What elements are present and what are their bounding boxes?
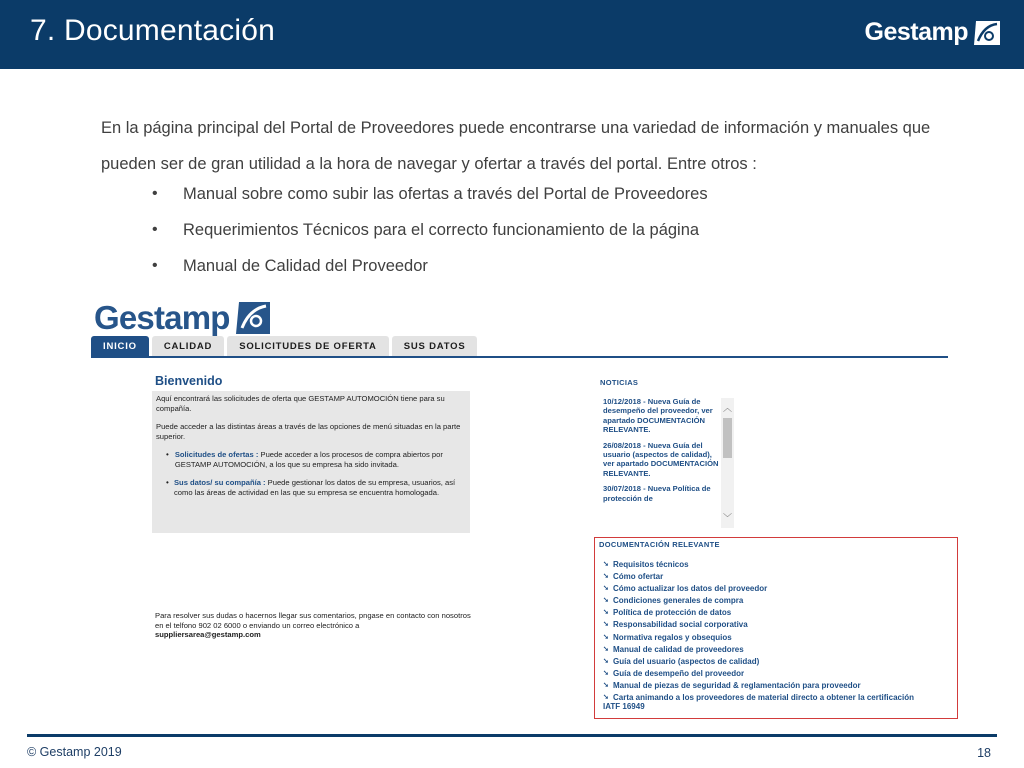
doc-link-label: Manual de calidad de proveedores	[613, 644, 744, 654]
doc-link-label: Guía del usuario (aspectos de calidad)	[613, 656, 760, 666]
doc-link-label: Política de protección de datos	[613, 608, 732, 618]
gestamp-mark-icon	[234, 300, 272, 336]
welcome-item-text: Puede acceder a los procesos de compra abiertos por GESTAMP AUTOMOCIÓN, a los que su empresa ha sido invitada.	[174, 450, 443, 469]
welcome-list	[156, 450, 466, 497]
intro-paragraph: En la página principal del Portal de Proveedores puede encontrarse una variedad de información y manuales que pueden ser de gran utilidad a la hora de navegar y ofertar a través del portal. Entre otros :	[101, 119, 931, 173]
bullet-item	[152, 176, 708, 212]
bullet-dot-icon: •	[152, 185, 158, 202]
doc-link-label: Condiciones generales de compra	[613, 596, 744, 606]
documentation-links	[603, 559, 914, 704]
bullet-text: Manual de Calidad del Proveedor	[183, 257, 428, 275]
doc-link-label: Responsabilidad social corporativa	[613, 620, 748, 630]
arrow-icon: ➘	[603, 609, 609, 617]
arrow-icon: ➘	[603, 585, 609, 593]
doc-link[interactable]	[603, 607, 914, 619]
page-number: 18	[977, 746, 991, 760]
doc-link-label: Manual de piezas de seguridad & reglamentación para proveedor	[613, 680, 861, 690]
arrow-icon: ➘	[603, 561, 609, 568]
portal-tabs	[91, 336, 480, 357]
doc-link[interactable]	[603, 656, 914, 668]
scroll-thumb[interactable]	[723, 418, 732, 458]
welcome-item-text: Puede gestionar los datos de su empresa, usuarios, así como las áreas de actividad en las que su empresa se encuentra homologada.	[173, 478, 456, 497]
chevron-up-icon[interactable]: ︿	[722, 403, 732, 413]
doc-link-label: Requisitos técnicos	[613, 560, 689, 569]
tabs-divider	[91, 356, 948, 358]
news-title: NOTICIAS	[600, 378, 639, 387]
brand-logo	[865, 18, 1002, 47]
news-item[interactable]: 30/07/2018 - Nueva Política de protección de	[603, 484, 711, 503]
news-scrollbar[interactable]	[721, 398, 734, 528]
news-item[interactable]: 26/08/2018 - Nueva Guía del usuario (aspectos de calidad), ver apartado DOCUMENTACIÓN RELEVANTE.	[603, 440, 719, 478]
doc-link[interactable]	[603, 692, 914, 704]
slide-title: 7. Documentación	[30, 14, 276, 47]
bullet-text: Requerimientos Técnicos para el correcto funcionamiento de la página	[183, 221, 700, 239]
bullet-dot-icon: •	[152, 257, 158, 274]
doc-link-label: Guía de desempeño del proveedor	[613, 668, 745, 678]
contact-text: Para resolver sus dudas o hacernos llegar sus comentarios, pngase en contacto con nosotros en el telfono 902 02 6000 o enviando un correo electrónico a	[155, 611, 471, 630]
tab-calidad[interactable]: CALIDAD	[152, 336, 224, 357]
news-panel	[598, 394, 734, 531]
doc-link[interactable]	[603, 583, 914, 595]
doc-link[interactable]	[603, 680, 914, 692]
tab-sus-datos[interactable]: SUS DATOS	[392, 336, 478, 357]
welcome-list-item	[166, 450, 466, 469]
doc-link-label: Carta animando a los proveedores de material directo a obtener la certificación	[613, 693, 914, 703]
arrow-icon: ➘	[603, 633, 609, 641]
footer-copyright: © Gestamp 2019	[27, 745, 122, 759]
doc-link[interactable]	[603, 668, 914, 680]
footer-divider	[27, 734, 997, 737]
arrow-icon: ➘	[603, 694, 609, 702]
portal-logo-text: Gestamp	[94, 299, 230, 336]
doc-link[interactable]	[603, 559, 914, 571]
arrow-icon: ➘	[603, 657, 609, 665]
bullet-text: Manual sobre como subir las ofertas a través del Portal de Proveedores	[183, 185, 708, 203]
doc-link-label: Cómo ofertar	[613, 572, 664, 582]
doc-link-label-continued[interactable]: IATF 16949	[603, 702, 645, 711]
arrow-icon: ➘	[603, 681, 609, 689]
doc-link[interactable]	[603, 571, 914, 583]
welcome-title: Bienvenido	[155, 374, 223, 388]
tab-inicio[interactable]: INICIO	[91, 336, 149, 357]
doc-link[interactable]	[603, 632, 914, 644]
tab-solicitudes-de-oferta[interactable]: SOLICITUDES DE OFERTA	[227, 336, 389, 357]
doc-link[interactable]	[603, 619, 914, 631]
arrow-icon: ➘	[603, 573, 609, 581]
arrow-icon: ➘	[603, 645, 609, 653]
contact-email-link[interactable]: suppliersarea@gestamp.com	[155, 630, 261, 639]
welcome-item-label[interactable]: Solicitudes de ofertas :	[174, 450, 259, 459]
doc-link-label: Cómo actualizar los datos del proveedor	[613, 584, 768, 594]
welcome-panel	[152, 391, 470, 533]
chevron-down-icon[interactable]: ﹀	[722, 513, 732, 523]
welcome-list-item	[166, 478, 466, 497]
welcome-item-label[interactable]: Sus datos/ su compañía :	[173, 478, 266, 487]
bullet-dot-icon: •	[166, 450, 169, 459]
documentation-panel	[594, 537, 958, 719]
brand-logo-text: Gestamp	[864, 18, 968, 46]
documentation-title: DOCUMENTACIÓN RELEVANTE	[599, 540, 720, 549]
doc-link[interactable]	[603, 595, 914, 607]
bullet-dot-icon: •	[152, 221, 158, 238]
doc-link[interactable]	[603, 644, 914, 656]
doc-link-label: Normativa regalos y obsequios	[613, 632, 732, 642]
arrow-icon: ➘	[603, 669, 609, 677]
bullet-item	[152, 248, 708, 284]
arrow-icon: ➘	[603, 597, 609, 605]
welcome-text: Puede acceder a las distintas áreas a través de las opciones de menú situadas en la parte superior.	[156, 422, 461, 441]
arrow-icon: ➘	[603, 621, 609, 629]
welcome-text: Aquí encontrará las solicitudes de oferta que GESTAMP AUTOMOCIÓN tiene para su compañía.	[156, 394, 445, 413]
bullet-dot-icon: •	[166, 478, 169, 487]
news-item[interactable]: 10/12/2018 - Nueva Guía de desempeño del proveedor, ver apartado DOCUMENTACIÓN RELEVANTE.	[603, 397, 713, 435]
gestamp-mark-icon	[972, 19, 1002, 47]
slide-header	[0, 0, 1024, 69]
news-list	[598, 394, 720, 503]
bullet-list	[152, 176, 708, 284]
bullet-item	[152, 212, 708, 248]
contact-info	[155, 611, 475, 640]
portal-logo[interactable]	[94, 299, 272, 337]
